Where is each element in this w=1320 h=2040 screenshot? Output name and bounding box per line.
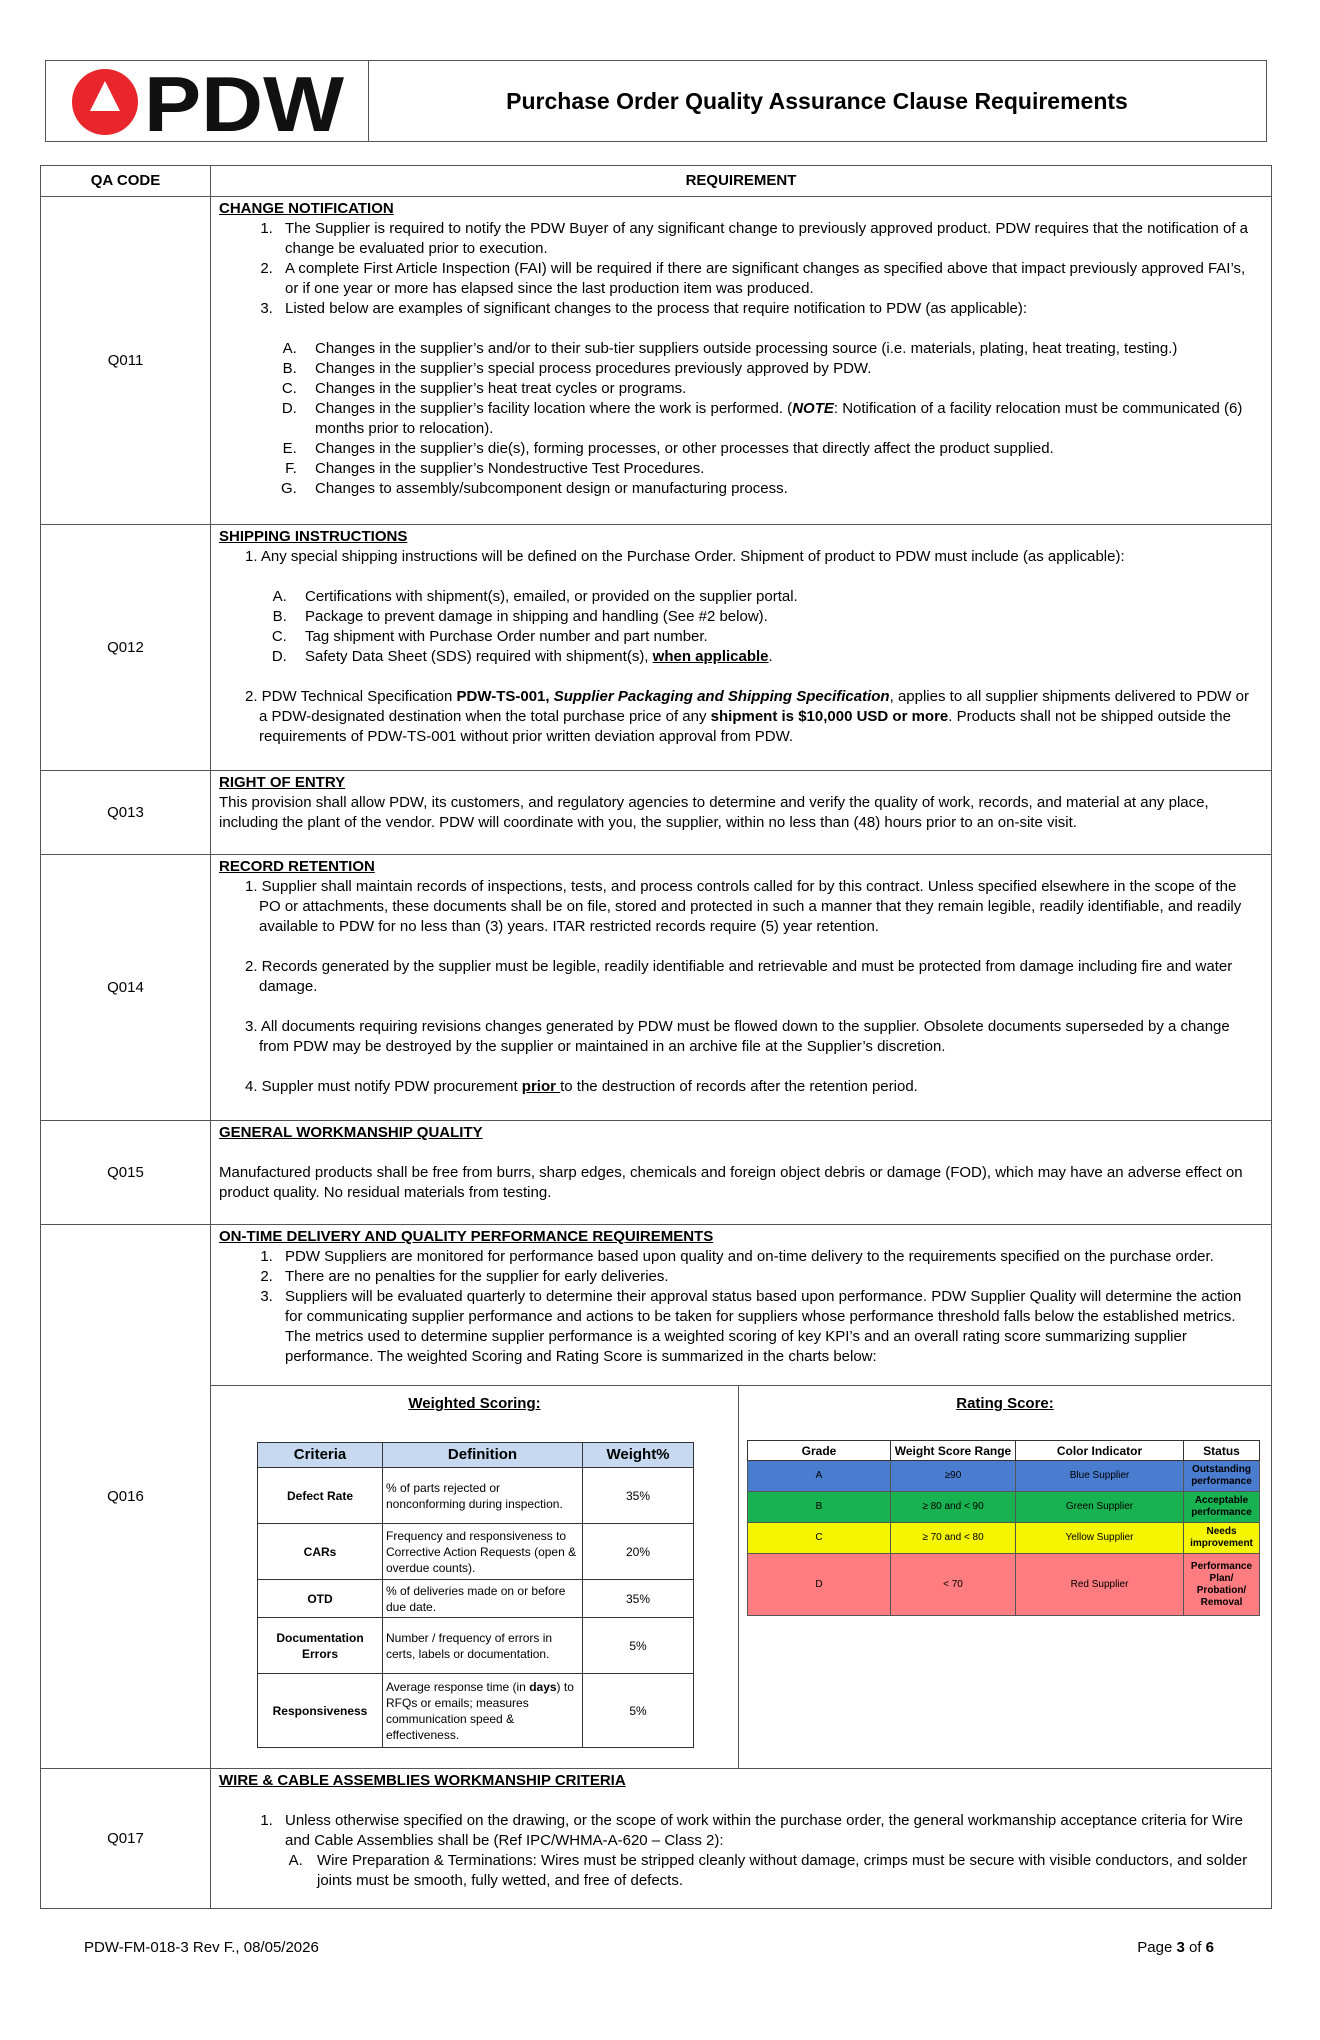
definition-cell: % of parts rejected or nonconforming during inspection. bbox=[383, 1468, 583, 1524]
emphasis-text: days bbox=[529, 1679, 557, 1694]
text: Page bbox=[1137, 1939, 1177, 1956]
table-row bbox=[748, 1461, 1260, 1492]
spec-number: PDW-TS-001, bbox=[456, 688, 550, 705]
list-item: B. Package to prevent damage in shipping and handling (See #2 below). bbox=[291, 607, 1261, 627]
qa-code: Q012 bbox=[41, 525, 211, 771]
paragraph: Manufactured products shall be free from burrs, sharp edges, chemicals and foreign object debris or damage (FOD), which may have an adverse effect on product quality. No residual materials from testing. bbox=[219, 1164, 1243, 1201]
list-item: E. Changes in the supplier’s die(s), forming processes, or other processes that directly affect the product supplied. bbox=[301, 439, 1261, 459]
table-row bbox=[41, 1769, 1272, 1909]
definition-cell: Number / frequency of errors in certs, labels or documentation. bbox=[383, 1618, 583, 1674]
list-item: C. Tag shipment with Purchase Order number and part number. bbox=[291, 627, 1261, 647]
list-item: 1. PDW Suppliers are monitored for performance based upon quality and on-time delivery to the requirements specified on the purchase order. bbox=[277, 1247, 1261, 1267]
rating-score-table bbox=[747, 1440, 1260, 1616]
list-item-text: Changes in the supplier’s facility location where the work is performed. ( bbox=[315, 400, 793, 417]
section-title: SHIPPING INSTRUCTIONS bbox=[219, 528, 408, 545]
list-item: A. Wire Preparation & Terminations: Wires must be stripped cleanly without damage, crimps must be secure with visible conductors, and solder joints must be smooth, fully wetted, and free of defects. bbox=[307, 1851, 1261, 1891]
range-cell: < 70 bbox=[891, 1554, 1016, 1616]
emphasis-text: when applicable bbox=[652, 648, 769, 665]
definition-cell bbox=[383, 1674, 583, 1748]
list-item-text: Safety Data Sheet (SDS) required with shipment(s), bbox=[305, 648, 653, 665]
section-title: RIGHT OF ENTRY bbox=[219, 774, 346, 791]
page-total: 6 bbox=[1205, 1939, 1214, 1956]
grade-cell: B bbox=[748, 1492, 891, 1523]
text: , applies to all supplier shipments delivered to PDW or a PDW-designated destination when the total purchase price of any bbox=[259, 688, 1249, 725]
numbered-list bbox=[219, 1811, 1261, 1891]
table-header-row bbox=[748, 1441, 1260, 1461]
table-row bbox=[41, 197, 1272, 525]
weight-cell: 35% bbox=[583, 1468, 694, 1524]
requirement-cell bbox=[211, 855, 1272, 1121]
lettered-list bbox=[219, 587, 1261, 667]
list-item: 3. Suppliers will be evaluated quarterly to determine their approval status based upon performance. PDW Supplier Quality will determine the action for communicating supplier performance and actions to be taken for suppliers whose performance threshold falls below the established metrics. The metrics used to determine supplier performance is a weighted scoring of key KPI’s and an overall rating score summarizing supplier performance. The weighted Scoring and Rating Score is summarized in the charts below: bbox=[277, 1287, 1261, 1367]
table-row bbox=[258, 1468, 694, 1524]
list-item-text: Unless otherwise specified on the drawing, or the scope of work within the purchase order, the general workmanship acceptance criteria for Wire and Cable Assemblies shall be (Ref IPC/WHMA-A-620 – Class 2): bbox=[285, 1812, 1243, 1849]
table-row bbox=[748, 1492, 1260, 1523]
list-item: A. Changes in the supplier’s and/or to their sub-tier suppliers outside processing source (i.e. materials, plating, heat treating, testing.) bbox=[301, 339, 1261, 359]
note-label: NOTE bbox=[792, 400, 834, 417]
range-cell: ≥ 80 and < 90 bbox=[891, 1492, 1016, 1523]
column-header: Grade bbox=[748, 1441, 891, 1461]
paragraph bbox=[219, 1077, 1261, 1097]
table-row bbox=[258, 1524, 694, 1580]
criteria-cell: Documentation Errors bbox=[258, 1618, 383, 1674]
note-text: : Notification of a facility relocation must be communicated (6) months prior to relocation). bbox=[315, 400, 1243, 437]
column-header: Weight Score Range bbox=[891, 1441, 1016, 1461]
table-row bbox=[748, 1554, 1260, 1616]
criteria-cell: Defect Rate bbox=[258, 1468, 383, 1524]
qa-code: Q014 bbox=[41, 855, 211, 1121]
list-item: C. Changes in the supplier’s heat treat cycles or programs. bbox=[301, 379, 1261, 399]
criteria-cell: Responsiveness bbox=[258, 1674, 383, 1748]
qa-code: Q011 bbox=[41, 197, 211, 525]
list-item: B. Changes in the supplier’s special process procedures previously approved by PDW. bbox=[301, 359, 1261, 379]
list-item: G. Changes to assembly/subcomponent design or manufacturing process. bbox=[301, 479, 1261, 499]
table-row bbox=[41, 771, 1272, 855]
list-item: D. Safety Data Sheet (SDS) required with shipment(s), when applicable. bbox=[291, 647, 1261, 667]
list-item bbox=[301, 399, 1261, 439]
grade-cell: C bbox=[748, 1523, 891, 1554]
list-item: 1. The Supplier is required to notify the PDW Buyer of any significant change to previously approved product. PDW requires that the notification of a change be evaluated prior to execution. bbox=[277, 219, 1261, 259]
status-cell: Performance Plan/ Probation/ Removal bbox=[1184, 1554, 1260, 1616]
requirement-cell bbox=[211, 1225, 1272, 1769]
rating-score-panel bbox=[739, 1386, 1271, 1768]
paragraph bbox=[219, 687, 1261, 747]
qa-code: Q016 bbox=[41, 1225, 211, 1769]
table-row bbox=[41, 1121, 1272, 1225]
column-header: Weight% bbox=[583, 1443, 694, 1468]
section-title: GENERAL WORKMANSHIP QUALITY bbox=[219, 1124, 483, 1141]
text: 2. PDW Technical Specification bbox=[245, 688, 457, 705]
footer-page-number bbox=[1137, 1939, 1214, 1956]
requirement-cell bbox=[211, 1769, 1272, 1909]
logo-cell bbox=[46, 61, 369, 141]
color-cell: Red Supplier bbox=[1016, 1554, 1184, 1616]
section-title: CHANGE NOTIFICATION bbox=[219, 200, 394, 217]
range-cell: ≥ 70 and < 80 bbox=[891, 1523, 1016, 1554]
status-cell: Acceptable performance bbox=[1184, 1492, 1260, 1523]
page-current: 3 bbox=[1176, 1939, 1185, 1956]
table-row bbox=[258, 1618, 694, 1674]
numbered-list bbox=[219, 219, 1261, 319]
table-header-row bbox=[41, 166, 1272, 197]
pdw-logo bbox=[70, 67, 350, 137]
qa-code: Q013 bbox=[41, 771, 211, 855]
column-header: Color Indicator bbox=[1016, 1441, 1184, 1461]
section-title: WIRE & CABLE ASSEMBLIES WORKMANSHIP CRITERIA bbox=[219, 1772, 626, 1789]
table-row bbox=[258, 1580, 694, 1618]
footer-doc-id: PDW-FM-018-3 Rev F., 08/05/2026 bbox=[84, 1939, 319, 1956]
document-header bbox=[45, 60, 1267, 142]
weight-cell: 5% bbox=[583, 1618, 694, 1674]
qa-code-header: QA CODE bbox=[41, 166, 211, 197]
paragraph: 2. Records generated by the supplier must be legible, readily identifiable and retrievable and must be protected from damage including fire and water damage. bbox=[245, 958, 1233, 995]
lettered-list bbox=[219, 339, 1261, 499]
text: 4. Suppler must notify PDW procurement bbox=[245, 1078, 522, 1095]
paragraph: 1. Any special shipping instructions will be defined on the Purchase Order. Shipment of product to PDW must include (as applicable): bbox=[245, 548, 1125, 565]
scoring-charts bbox=[211, 1385, 1271, 1768]
qa-clause-table bbox=[40, 165, 1272, 1909]
column-header: Definition bbox=[383, 1443, 583, 1468]
text: to the destruction of records after the retention period. bbox=[560, 1078, 918, 1095]
page-title: Purchase Order Quality Assurance Clause Requirements bbox=[506, 88, 1128, 114]
status-cell: Outstanding performance bbox=[1184, 1461, 1260, 1492]
rating-score-title: Rating Score: bbox=[956, 1395, 1054, 1412]
requirement-cell bbox=[211, 525, 1272, 771]
list-item: F. Changes in the supplier’s Nondestructive Test Procedures. bbox=[301, 459, 1261, 479]
color-cell: Yellow Supplier bbox=[1016, 1523, 1184, 1554]
list-item: 3. Listed below are examples of significant changes to the process that require notification to PDW (as applicable): bbox=[277, 299, 1261, 319]
range-cell: ≥90 bbox=[891, 1461, 1016, 1492]
weighted-scoring-table bbox=[257, 1442, 694, 1748]
paragraph: 1. Supplier shall maintain records of inspections, tests, and process controls called for by this contract. Unless specified elsewhere in the scope of the PO or attachments, these documents shall be on file, stored and protected in such a manner that they remain legible, readily identifiable, and readily available to PDW for no less than (3) years. ITAR restricted records require (5) year retention. bbox=[245, 878, 1242, 935]
definition-cell: Frequency and responsiveness to Corrective Action Requests (open & overdue counts). bbox=[383, 1524, 583, 1580]
criteria-cell: OTD bbox=[258, 1580, 383, 1618]
table-row bbox=[41, 525, 1272, 771]
column-header: Status bbox=[1184, 1441, 1260, 1461]
weight-cell: 35% bbox=[583, 1580, 694, 1618]
list-item bbox=[277, 1811, 1261, 1891]
lettered-list bbox=[285, 1851, 1261, 1891]
requirement-cell bbox=[211, 1121, 1272, 1225]
list-item: 2. There are no penalties for the supplier for early deliveries. bbox=[277, 1267, 1261, 1287]
color-cell: Green Supplier bbox=[1016, 1492, 1184, 1523]
table-row bbox=[748, 1523, 1260, 1554]
text: ) to RFQs or emails; measures communication speed & effectiveness. bbox=[386, 1679, 574, 1742]
list-item: 2. A complete First Article Inspection (FAI) will be required if there are significant changes as specified above that impact previously approved FAI’s, or if one year or more has elapsed since the last production item was produced. bbox=[277, 259, 1261, 299]
text: of bbox=[1184, 1939, 1206, 1956]
grade-cell: A bbox=[748, 1461, 891, 1492]
requirement-cell bbox=[211, 197, 1272, 525]
status-cell: Needs improvement bbox=[1184, 1523, 1260, 1554]
paragraph: 3. All documents requiring revisions changes generated by PDW must be flowed down to the supplier. Obsolete documents superseded by a change from PDW may be destroyed by the supplier or maintained in an archive file at the Supplier’s discretion. bbox=[245, 1018, 1230, 1055]
weight-cell: 20% bbox=[583, 1524, 694, 1580]
table-row bbox=[258, 1674, 694, 1748]
qa-code: Q015 bbox=[41, 1121, 211, 1225]
requirement-header: REQUIREMENT bbox=[211, 166, 1272, 197]
section-title: RECORD RETENTION bbox=[219, 858, 375, 875]
qa-code: Q017 bbox=[41, 1769, 211, 1909]
table-row bbox=[41, 855, 1272, 1121]
criteria-cell: CARs bbox=[258, 1524, 383, 1580]
text: Average response time (in bbox=[386, 1679, 530, 1694]
column-header: Criteria bbox=[258, 1443, 383, 1468]
emphasis-text: prior bbox=[521, 1078, 561, 1095]
list-item: A. Certifications with shipment(s), emailed, or provided on the supplier portal. bbox=[291, 587, 1261, 607]
amount-text: shipment is $10,000 USD or more bbox=[710, 708, 949, 725]
table-header-row bbox=[258, 1443, 694, 1468]
requirement-cell bbox=[211, 771, 1272, 855]
grade-cell: D bbox=[748, 1554, 891, 1616]
text: . Products shall not be shipped outside the requirements of PDW-TS-001 without prior written deviation approval from PDW. bbox=[259, 708, 1231, 745]
weighted-scoring-title: Weighted Scoring: bbox=[408, 1395, 541, 1412]
numbered-list bbox=[219, 1247, 1261, 1367]
weighted-scoring-panel bbox=[211, 1386, 739, 1768]
svg-text:PDW: PDW bbox=[144, 67, 345, 137]
color-cell: Blue Supplier bbox=[1016, 1461, 1184, 1492]
paragraph: This provision shall allow PDW, its customers, and regulatory agencies to determine and verify the quality of work, records, and material at any place, including the plant of the vendor. PDW will coordinate with you, the supplier, within no less than (48) hours prior to an on-site visit. bbox=[219, 794, 1209, 831]
weight-cell: 5% bbox=[583, 1674, 694, 1748]
table-row bbox=[41, 1225, 1272, 1769]
definition-cell: % of deliveries made on or before due date. bbox=[383, 1580, 583, 1618]
spec-title: Supplier Packaging and Shipping Specification bbox=[549, 688, 890, 705]
section-title: ON-TIME DELIVERY AND QUALITY PERFORMANCE REQUIREMENTS bbox=[219, 1228, 714, 1245]
